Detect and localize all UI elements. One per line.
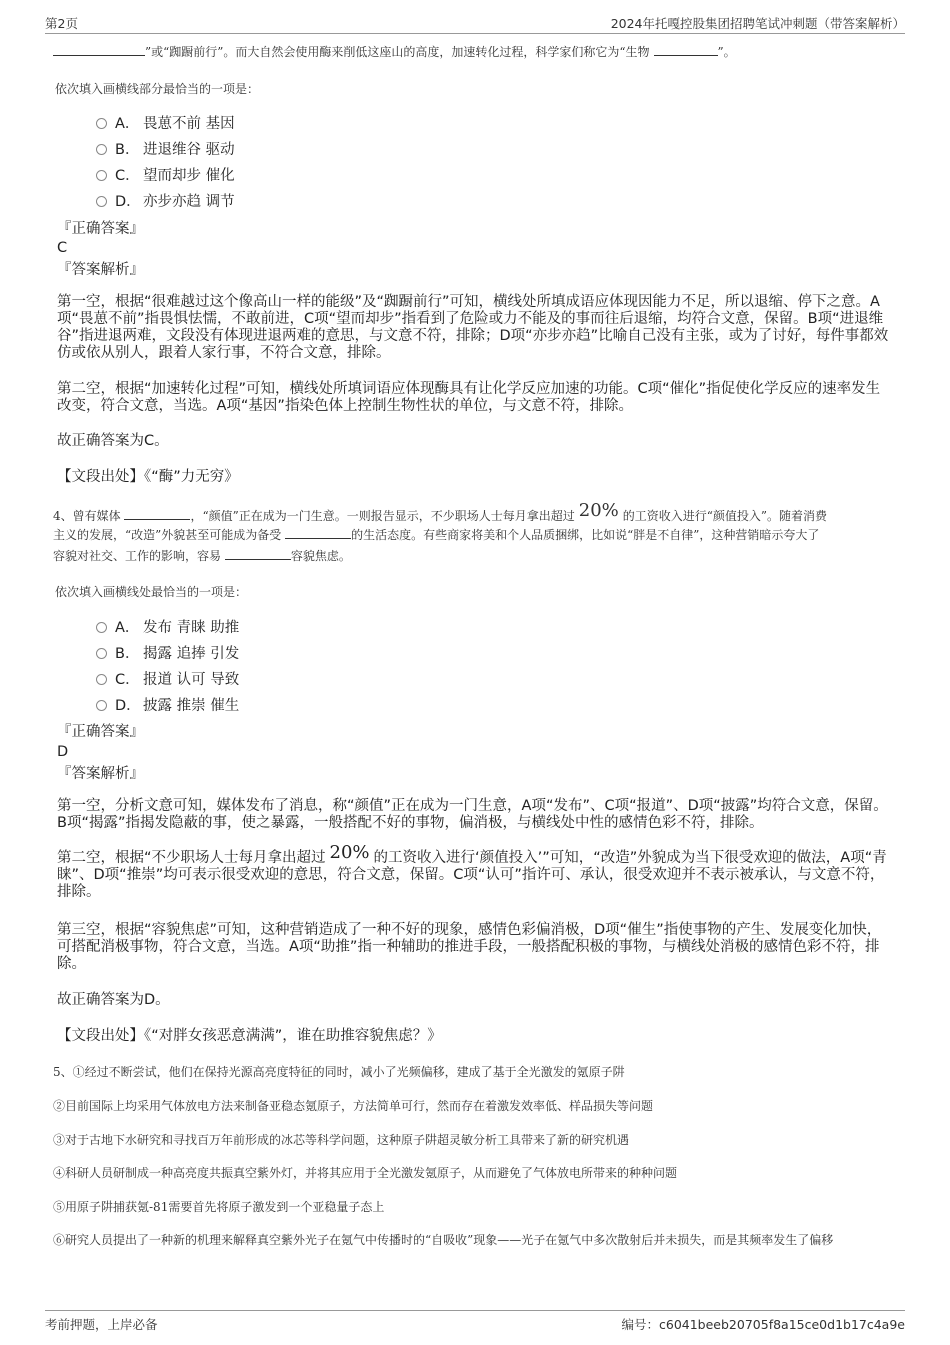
q3-prompt: 依次填入画横线部分最恰当的一项是： (55, 82, 260, 96)
q5-sentence: ④科研人员研制成一种高亮度共振真空紫外灯，并将其应用于全光激发氪原子，从而避免了气体放电所带来的种种问题 (53, 1166, 678, 1180)
radio-icon[interactable] (96, 118, 107, 129)
q5-sentence: ②目前国际上均采用气体放电方法来制备亚稳态氪原子，方法简单可行，然而存在着激发效率低、样品损失等问题 (53, 1099, 654, 1113)
option-a[interactable]: A． 发布 青睐 助推 (96, 615, 239, 641)
blank (285, 526, 351, 539)
radio-icon[interactable] (96, 196, 107, 207)
radio-icon[interactable] (96, 170, 107, 181)
analysis-conclusion: 故正确答案为D。 (57, 992, 170, 1008)
page-header (45, 13, 905, 34)
analysis-paragraph: 第二空，根据“不少职场人士每月拿出超过 20% 的工资收入进行‘颜值投入’”可知，“改造”外貌成为当下很受欢迎的做法，A项“青睐”、D项“推崇”均可表示很受欢迎的意思，符合文意，保留。C项“认可”指许可、承认，很受欢迎并不表示被承认，与文意不符，排除。 (57, 842, 887, 900)
page-footer (45, 1310, 905, 1332)
analysis-paragraph: 第一空，根据“很难越过这个像高山一样的能级”及“踟蹰前行”可知，横线处所填成语应体现因能力不足，所以退缩、停下之意。A项“畏葸不前”指畏惧怯懦，不敢前进，C项“望而却步”指看到了危险或力不能及的事而往后退缩，均符合文意，保留。B项“进退维谷”指进退两难，文段没有体现进退两难的意思，与文意不符，排除；D项“亦步亦趋”比喻自己没有主张，或为了讨好，每件事都效仿或依从别人，跟着人家行事，不符合文意，排除。 (57, 294, 889, 361)
option-c[interactable]: C． 报道 认可 导致 (96, 667, 239, 693)
blank (225, 547, 291, 560)
q5-sentence: 5、①经过不断尝试，他们在保持光源高亮度特征的同时，减小了光频偏移，建成了基于全光激发的氪原子阱 (53, 1065, 625, 1079)
radio-icon[interactable] (96, 700, 107, 711)
radio-icon[interactable] (96, 144, 107, 155)
q4-options (96, 615, 239, 719)
answer-value: C (57, 240, 68, 256)
blank (53, 43, 145, 56)
radio-icon[interactable] (96, 674, 107, 685)
analysis-paragraph: 第三空，根据“容貌焦虑”可知，这种营销造成了一种不好的现象，感情色彩偏消极，D项“催生”指使事物的产生、发展变化加快，可搭配消极事物，符合文意，当选。A项“助推”指一种辅助的推进手段，一般搭配积极的事物，与横线处消极的感情色彩不符，排除。 (57, 922, 882, 972)
blank (124, 507, 190, 520)
analysis-paragraph: 第二空，根据“加速转化过程”可知，横线处所填词语应体现酶具有让化学反应加速的功能。C项“催化”指促使化学反应的速率发生改变，符合文意，当选。A项“基因”指染色体上控制生物性状的单位，与文意不符，排除。 (57, 381, 881, 414)
q5-sentence: ⑤用原子阱捕获氪-81需要首先将原子激发到一个亚稳量子态上 (53, 1200, 385, 1214)
q3-options (96, 111, 235, 215)
q4-prompt: 依次填入画横线处最恰当的一项是： (55, 585, 248, 599)
q3-stem-end: ”或“踟蹰前行”。而大自然会使用酶来削低这座山的高度，加速转化过程，科学家们称它为“生物 ”。 (53, 42, 903, 63)
q5-sentence: ③对于古地下水研究和寻找百万年前形成的冰芯等科学问题，这种原子阱超灵敏分析工具带来了新的研究机遇 (53, 1133, 630, 1147)
analysis-label: 『答案解析』 (57, 766, 144, 782)
blank (654, 43, 718, 56)
document-id: 编号：c6041beeb20705f8a15ce0d1b17c4a9e (621, 1317, 905, 1332)
source-citation: 【文段出处】《“对胖女孩恶意满满”，谁在助推容貌焦虑？》 (57, 1028, 442, 1044)
analysis-label: 『答案解析』 (57, 262, 144, 278)
analysis-paragraph: 第一空，分析文意可知，媒体发布了消息，称“颜值”正在成为一门生意，A项“发布”、C项“报道”、D项“披露”均符合文意，保留。B项“揭露”指揭发隐蔽的事，使之暴露，一般搭配不好的事物，偏消极，与横线处中性的感情色彩不符，排除。 (57, 798, 888, 831)
option-b[interactable]: B． 进退维谷 驱动 (96, 137, 235, 163)
option-a[interactable]: A． 畏葸不前 基因 (96, 111, 235, 137)
answer-label: 『正确答案』 (57, 221, 144, 237)
option-d[interactable]: D． 亦步亦趋 调节 (96, 189, 235, 215)
option-b[interactable]: B． 揭露 追捧 引发 (96, 641, 239, 667)
analysis-conclusion: 故正确答案为C。 (57, 433, 169, 449)
radio-icon[interactable] (96, 648, 107, 659)
q5-sentence: ⑥研究人员提出了一种新的机理来解释真空紫外光子在氪气中传播时的“自吸收”现象——光子在氪气中多次散射后并未损失，而是其频率发生了偏移 (53, 1233, 834, 1247)
source-citation: 【文段出处】《“酶”力无穷》 (57, 469, 239, 485)
answer-label: 『正确答案』 (57, 724, 144, 740)
option-d[interactable]: D． 披露 推崇 催生 (96, 693, 239, 719)
page-number: 第2页 (45, 16, 78, 31)
option-c[interactable]: C． 望而却步 催化 (96, 163, 235, 189)
answer-value: D (57, 744, 69, 760)
radio-icon[interactable] (96, 622, 107, 633)
q4-stem: 4、曾有媒体 ，“颜值”正在成为一门生意。一则报告显示，不少职场人士每月拿出超过 20% 的工资收入进行“颜值投入”。随着消费 主义的发展，“改造”外貌甚至可能成为备受 的生活态度。有些商家将美和个人品质捆绑，比如说“胖是不自律”，这种营销暗示夸大了 容貌对社交、工作的影响，容易 容貌焦虑。 (53, 500, 828, 563)
document-title: 2024年托嘎控股集团招聘笔试冲刺题（带答案解析） (610, 16, 905, 31)
footer-slogan: 考前押题，上岸必备 (45, 1317, 158, 1332)
